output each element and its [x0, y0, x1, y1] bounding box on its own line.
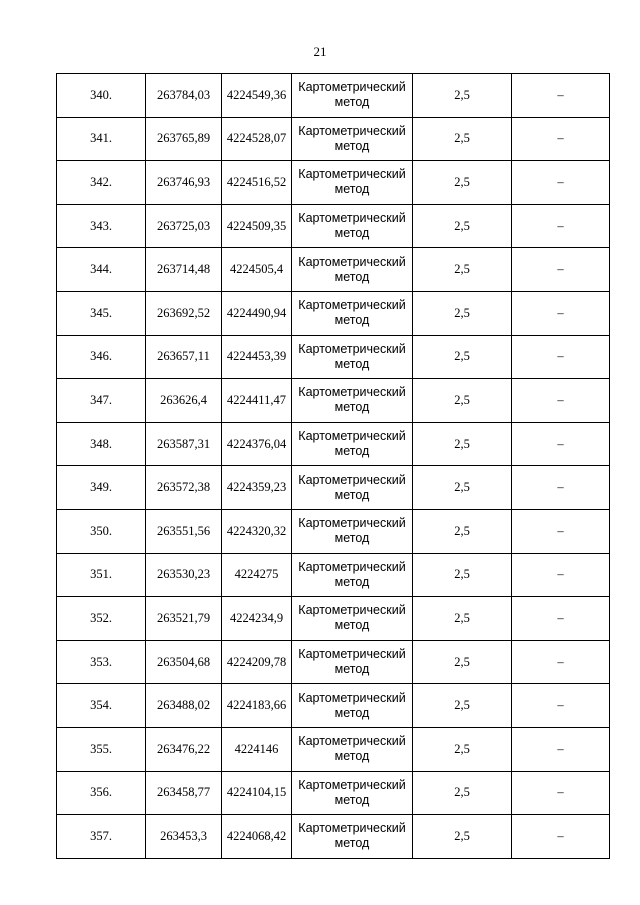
point-number-cell: 340. [57, 74, 146, 118]
method-cell [292, 117, 413, 161]
method-cell [292, 161, 413, 205]
x-coordinate-cell: 263530,23 [146, 553, 222, 597]
y-coordinate-cell: 4224505,4 [222, 248, 292, 292]
note-cell: – [512, 379, 610, 423]
accuracy-cell: 2,5 [413, 553, 512, 597]
table-row [57, 74, 610, 118]
y-coordinate-cell: 4224234,9 [222, 597, 292, 641]
accuracy-cell: 2,5 [413, 815, 512, 859]
x-coordinate-cell: 263692,52 [146, 291, 222, 335]
method-line-1: Картометрический [298, 559, 406, 574]
method-line-1: Картометрический [298, 603, 406, 618]
method-cell [292, 771, 413, 815]
method-line-2: метод [334, 662, 370, 677]
x-coordinate-cell: 263572,38 [146, 466, 222, 510]
note-cell: – [512, 815, 610, 859]
x-coordinate-cell: 263488,02 [146, 684, 222, 728]
y-coordinate-cell: 4224509,35 [222, 204, 292, 248]
point-number-cell: 348. [57, 422, 146, 466]
method-line-2: метод [334, 226, 370, 241]
table-row [57, 335, 610, 379]
method-cell [292, 204, 413, 248]
note-cell: – [512, 553, 610, 597]
method-line-1: Картометрический [298, 298, 406, 313]
method-cell [292, 335, 413, 379]
table-row [57, 161, 610, 205]
point-number-cell: 356. [57, 771, 146, 815]
method-line-2: метод [334, 792, 370, 807]
x-coordinate-cell: 263725,03 [146, 204, 222, 248]
note-cell: – [512, 771, 610, 815]
table-row [57, 815, 610, 859]
accuracy-cell: 2,5 [413, 248, 512, 292]
table-row [57, 422, 610, 466]
x-coordinate-cell: 263587,31 [146, 422, 222, 466]
method-line-2: метод [334, 313, 370, 328]
x-coordinate-cell: 263476,22 [146, 727, 222, 771]
note-cell: – [512, 640, 610, 684]
accuracy-cell: 2,5 [413, 74, 512, 118]
method-cell [292, 815, 413, 859]
point-number-cell: 342. [57, 161, 146, 205]
accuracy-cell: 2,5 [413, 466, 512, 510]
method-line-2: метод [334, 400, 370, 415]
method-cell [292, 553, 413, 597]
note-cell: – [512, 466, 610, 510]
table-row [57, 466, 610, 510]
accuracy-cell: 2,5 [413, 422, 512, 466]
page-number: 21 [313, 44, 327, 59]
method-line-2: метод [334, 618, 370, 633]
method-line-2: метод [334, 749, 370, 764]
x-coordinate-cell: 263504,68 [146, 640, 222, 684]
x-coordinate-cell: 263453,3 [146, 815, 222, 859]
table-row [57, 379, 610, 423]
y-coordinate-cell: 4224528,07 [222, 117, 292, 161]
y-coordinate-cell: 4224549,36 [222, 74, 292, 118]
point-number-cell: 355. [57, 727, 146, 771]
note-cell: – [512, 74, 610, 118]
method-line-2: метод [334, 356, 370, 371]
note-cell: – [512, 684, 610, 728]
accuracy-cell: 2,5 [413, 771, 512, 815]
x-coordinate-cell: 263714,48 [146, 248, 222, 292]
x-coordinate-cell: 263626,4 [146, 379, 222, 423]
table-body [57, 74, 610, 859]
point-number-cell: 352. [57, 597, 146, 641]
point-number-cell: 349. [57, 466, 146, 510]
method-line-1: Картометрический [298, 647, 406, 662]
accuracy-cell: 2,5 [413, 509, 512, 553]
method-cell [292, 422, 413, 466]
accuracy-cell: 2,5 [413, 684, 512, 728]
method-line-2: метод [334, 444, 370, 459]
method-line-1: Картометрический [298, 516, 406, 531]
method-line-2: метод [334, 574, 370, 589]
method-cell [292, 509, 413, 553]
method-line-1: Картометрический [298, 429, 406, 444]
method-cell [292, 727, 413, 771]
y-coordinate-cell: 4224453,39 [222, 335, 292, 379]
method-line-2: метод [334, 95, 370, 110]
y-coordinate-cell: 4224183,66 [222, 684, 292, 728]
point-number-cell: 347. [57, 379, 146, 423]
table-row [57, 684, 610, 728]
table-row [57, 771, 610, 815]
y-coordinate-cell: 4224411,47 [222, 379, 292, 423]
method-line-2: метод [334, 182, 370, 197]
y-coordinate-cell: 4224320,32 [222, 509, 292, 553]
accuracy-cell: 2,5 [413, 335, 512, 379]
y-coordinate-cell: 4224516,52 [222, 161, 292, 205]
note-cell: – [512, 597, 610, 641]
point-number-cell: 351. [57, 553, 146, 597]
method-cell [292, 74, 413, 118]
method-cell [292, 379, 413, 423]
method-cell [292, 466, 413, 510]
method-line-2: метод [334, 705, 370, 720]
method-line-1: Картометрический [298, 123, 406, 138]
method-cell [292, 684, 413, 728]
method-line-1: Картометрический [298, 167, 406, 182]
note-cell: – [512, 204, 610, 248]
table-row [57, 117, 610, 161]
accuracy-cell: 2,5 [413, 727, 512, 771]
accuracy-cell: 2,5 [413, 291, 512, 335]
x-coordinate-cell: 263765,89 [146, 117, 222, 161]
method-line-1: Картометрический [298, 254, 406, 269]
method-line-1: Картометрический [298, 690, 406, 705]
table-row [57, 597, 610, 641]
x-coordinate-cell: 263746,93 [146, 161, 222, 205]
point-number-cell: 353. [57, 640, 146, 684]
note-cell: – [512, 727, 610, 771]
method-line-1: Картометрический [298, 211, 406, 226]
method-cell [292, 640, 413, 684]
note-cell: – [512, 248, 610, 292]
method-line-1: Картометрический [298, 385, 406, 400]
accuracy-cell: 2,5 [413, 597, 512, 641]
point-number-cell: 346. [57, 335, 146, 379]
method-line-2: метод [334, 836, 370, 851]
point-number-cell: 344. [57, 248, 146, 292]
x-coordinate-cell: 263784,03 [146, 74, 222, 118]
y-coordinate-cell: 4224146 [222, 727, 292, 771]
table-row [57, 248, 610, 292]
table-row [57, 727, 610, 771]
note-cell: – [512, 509, 610, 553]
method-line-1: Картометрический [298, 472, 406, 487]
y-coordinate-cell: 4224209,78 [222, 640, 292, 684]
y-coordinate-cell: 4224068,42 [222, 815, 292, 859]
method-line-1: Картометрический [298, 821, 406, 836]
x-coordinate-cell: 263657,11 [146, 335, 222, 379]
method-line-2: метод [334, 531, 370, 546]
x-coordinate-cell: 263521,79 [146, 597, 222, 641]
note-cell: – [512, 161, 610, 205]
accuracy-cell: 2,5 [413, 117, 512, 161]
accuracy-cell: 2,5 [413, 204, 512, 248]
method-line-2: метод [334, 269, 370, 284]
x-coordinate-cell: 263551,56 [146, 509, 222, 553]
method-line-2: метод [334, 487, 370, 502]
y-coordinate-cell: 4224359,23 [222, 466, 292, 510]
point-number-cell: 350. [57, 509, 146, 553]
accuracy-cell: 2,5 [413, 379, 512, 423]
note-cell: – [512, 117, 610, 161]
y-coordinate-cell: 4224376,04 [222, 422, 292, 466]
accuracy-cell: 2,5 [413, 161, 512, 205]
note-cell: – [512, 422, 610, 466]
point-number-cell: 354. [57, 684, 146, 728]
method-cell [292, 248, 413, 292]
method-line-1: Картометрический [298, 341, 406, 356]
method-line-1: Картометрический [298, 734, 406, 749]
y-coordinate-cell: 4224275 [222, 553, 292, 597]
table-row [57, 291, 610, 335]
table-row [57, 509, 610, 553]
method-line-2: метод [334, 138, 370, 153]
table-row [57, 204, 610, 248]
note-cell: – [512, 335, 610, 379]
table-row [57, 640, 610, 684]
y-coordinate-cell: 4224104,15 [222, 771, 292, 815]
table-row [57, 553, 610, 597]
method-line-1: Картометрический [298, 80, 406, 95]
point-number-cell: 343. [57, 204, 146, 248]
method-cell [292, 597, 413, 641]
point-number-cell: 357. [57, 815, 146, 859]
point-number-cell: 345. [57, 291, 146, 335]
method-cell [292, 291, 413, 335]
point-number-cell: 341. [57, 117, 146, 161]
y-coordinate-cell: 4224490,94 [222, 291, 292, 335]
method-line-1: Картометрический [298, 777, 406, 792]
coordinates-table [56, 73, 610, 859]
note-cell: – [512, 291, 610, 335]
x-coordinate-cell: 263458,77 [146, 771, 222, 815]
accuracy-cell: 2,5 [413, 640, 512, 684]
